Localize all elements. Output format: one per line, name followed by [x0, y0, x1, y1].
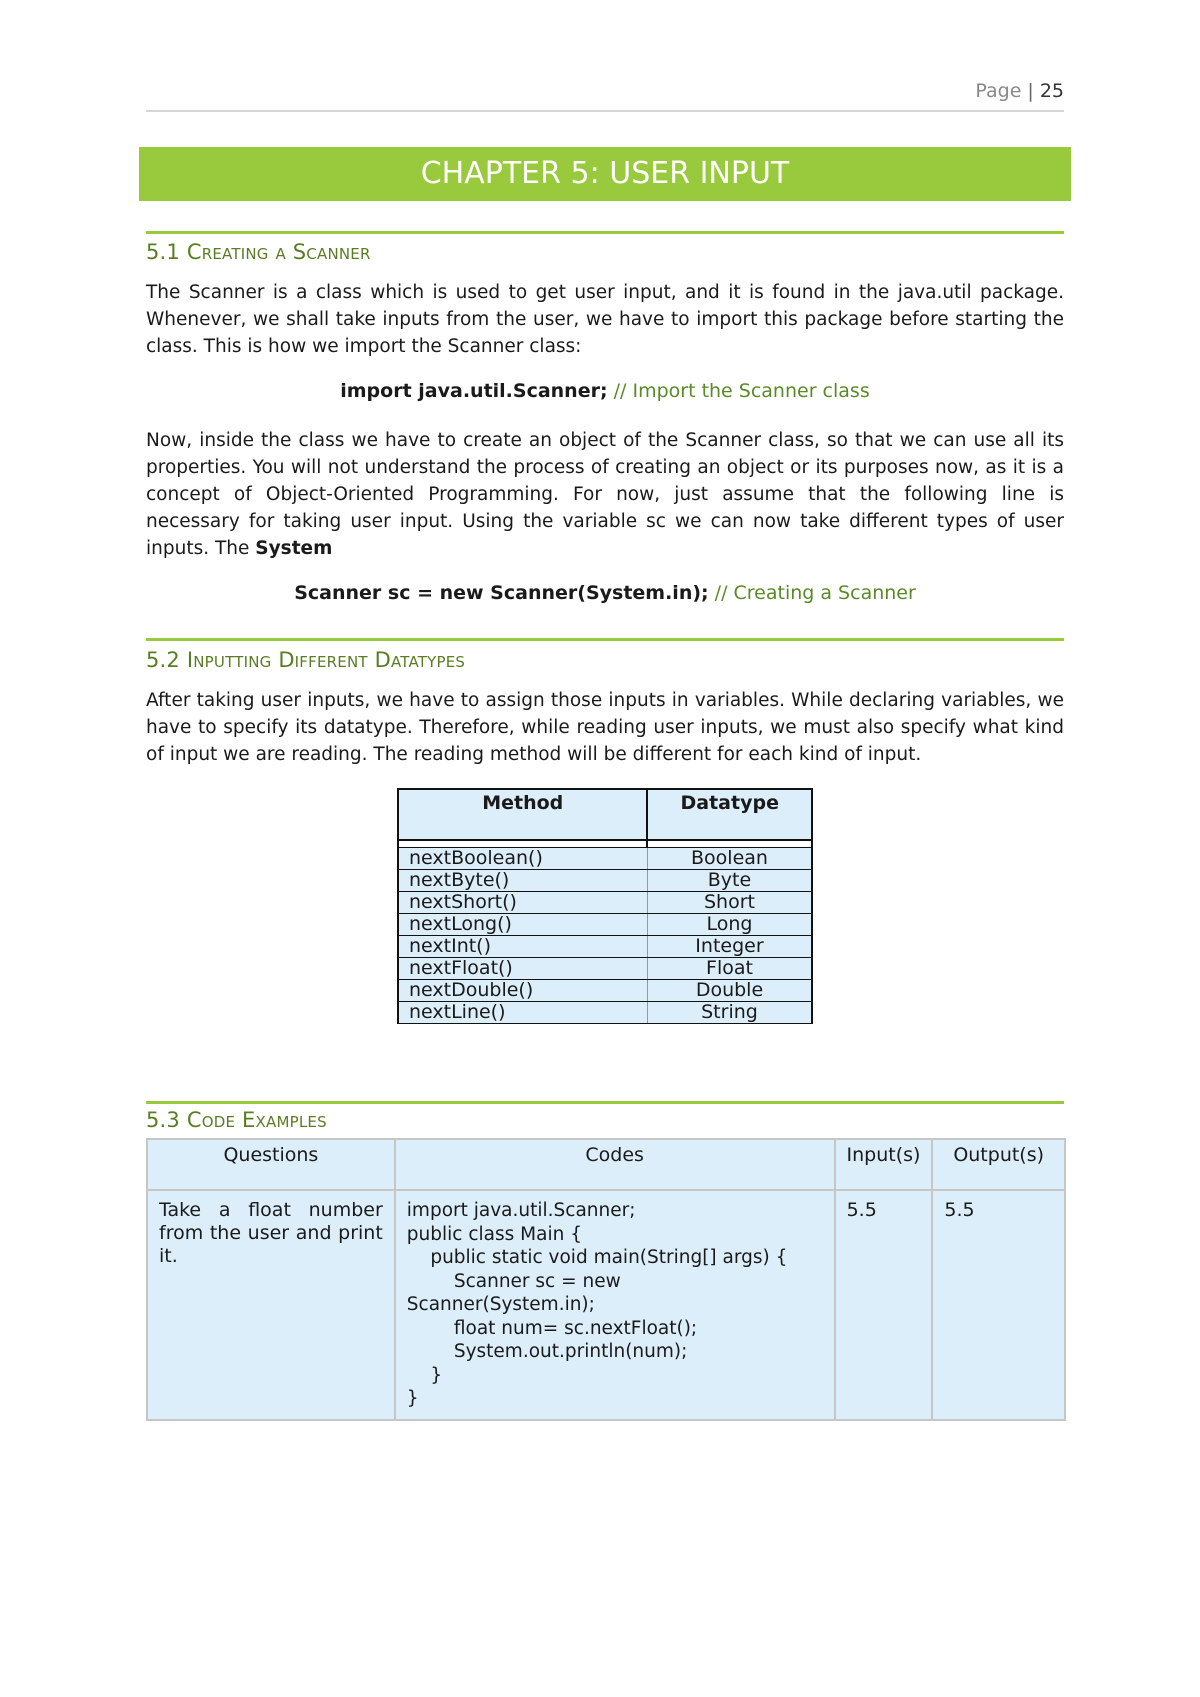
- code-scanner-line: [146, 582, 1064, 604]
- datatype-cell: Integer: [647, 936, 812, 958]
- table-header-codes: Codes: [395, 1139, 835, 1190]
- question-cell: Take a float number from the user and print it.: [147, 1190, 395, 1420]
- table-row: [398, 1002, 812, 1024]
- method-cell: nextLine(): [398, 1002, 647, 1024]
- method-cell: nextByte(): [398, 870, 647, 892]
- datatype-cell: Short: [647, 892, 812, 914]
- page-label: Page: [975, 80, 1022, 102]
- table-row: [398, 848, 812, 870]
- header-rule: [146, 110, 1064, 112]
- table-header-outputs: Output(s): [932, 1139, 1065, 1190]
- datatype-cell: Byte: [647, 870, 812, 892]
- datatype-cell: Double: [647, 980, 812, 1002]
- paragraph-datatypes: After taking user inputs, we have to assign those inputs in variables. While declaring variables, we have to specify its datatype. Therefore, while reading user inputs, we must also specify what kind of input we are reading. The reading method will be different for each kind of input.: [146, 690, 1064, 765]
- method-cell: nextBoolean(): [398, 848, 647, 870]
- code-example: import java.util.Scanner; public class Main { public static void main(String[] args) { Scanner sc = new Scanner(System.in); float num= sc.nextFloat(); System.out.println(num); } }: [406, 1200, 788, 1409]
- datatype-table: [397, 788, 813, 1024]
- method-cell: nextShort(): [398, 892, 647, 914]
- input-cell: 5.5: [835, 1190, 933, 1420]
- method-cell: nextLong(): [398, 914, 647, 936]
- paragraph-scanner-intro: The Scanner is a class which is used to get user input, and it is found in the java.util package. Whenever, we shall take inputs from the user, we have to import this package before starting the class. This is how we import the Scanner class:: [146, 282, 1064, 357]
- datatype-cell: Boolean: [647, 848, 812, 870]
- datatype-cell: Long: [647, 914, 812, 936]
- section-title-5-3: 5.3 Code Examples: [146, 1108, 327, 1132]
- page-separator: |: [1027, 80, 1034, 102]
- method-cell: nextDouble(): [398, 980, 647, 1002]
- section-title-5-1: 5.1 Creating a Scanner: [146, 240, 371, 264]
- code-import-comment: // Import the Scanner class: [613, 380, 870, 402]
- table-row: [398, 914, 812, 936]
- chapter-title: CHAPTER 5: USER INPUT: [139, 147, 1071, 201]
- table-row: [398, 958, 812, 980]
- code-examples-table: [146, 1138, 1066, 1421]
- code-import-line: [146, 380, 1064, 402]
- paragraph-scanner-object: [146, 427, 1064, 562]
- section-rule: [146, 1101, 1064, 1104]
- table-row: [398, 980, 812, 1002]
- table-header-datatype: Datatype: [647, 789, 812, 840]
- paragraph-bold-system: System: [255, 538, 333, 559]
- datatype-cell: String: [647, 1002, 812, 1024]
- paragraph-scanner-object-text: Now, inside the class we have to create an object of the Scanner class, so that we can use all its properties. You will not understand the process of creating an object or its purposes now, as it is a concept of Object-Oriented Programming. For now, just assume that the following line is necessary for taking user input. Using the variable sc we can now take different types of user inputs. The: [146, 430, 1064, 559]
- table-row: [398, 936, 812, 958]
- code-cell: [395, 1190, 835, 1420]
- table-row: [398, 870, 812, 892]
- table-row: [398, 892, 812, 914]
- page-header: [146, 80, 1064, 108]
- method-cell: nextFloat(): [398, 958, 647, 980]
- code-import: import java.util.Scanner;: [340, 380, 608, 402]
- table-header-inputs: Input(s): [835, 1139, 933, 1190]
- section-rule: [146, 231, 1064, 234]
- section-title-5-2: 5.2 Inputting Different Datatypes: [146, 648, 466, 672]
- output-cell: 5.5: [932, 1190, 1065, 1420]
- code-scanner-comment: // Creating a Scanner: [714, 582, 916, 604]
- method-cell: nextInt(): [398, 936, 647, 958]
- page-number: 25: [1039, 80, 1064, 102]
- datatype-cell: Float: [647, 958, 812, 980]
- table-row: [147, 1190, 1065, 1420]
- section-rule: [146, 638, 1064, 641]
- table-header-questions: Questions: [147, 1139, 395, 1190]
- table-header-method: Method: [398, 789, 647, 840]
- code-scanner: Scanner sc = new Scanner(System.in);: [294, 582, 709, 604]
